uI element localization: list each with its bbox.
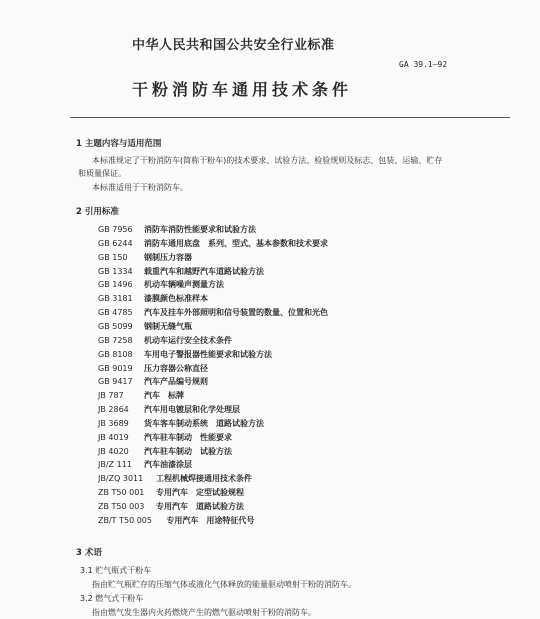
reference-title: 汽车及挂车外部照明和信号装置的数量、位置和光色 [144,308,328,318]
reference-item [98,335,232,346]
reference-code: GB 9019 [98,363,133,373]
section-3-heading: 3 术语 [76,548,102,558]
reference-code: GB 4785 [98,308,133,318]
reference-item [98,266,264,277]
reference-item [98,446,232,457]
reference-item [98,238,328,249]
standard-org-title: 中华人民共和国公共安全行业标准 [132,38,335,53]
reference-title: 工程机械焊接通用技术条件 [156,474,252,484]
reference-code: GB 150 [98,252,128,262]
reference-code: JB 2864 [98,405,129,415]
document-title: 干粉消防车通用技术条件 [132,80,353,99]
reference-code: GB 6244 [98,238,133,248]
reference-title: 专用汽车 道路试验方法 [156,502,244,511]
term-3-1-definition: 指由贮气瓶贮存的压缩气体或液化气体释放的能量驱动喷射干粉的消防车。 [92,580,356,589]
reference-code: GB 1334 [98,266,133,276]
reference-item [98,307,328,318]
section-1-heading: 1 主题内容与适用范围 [76,139,162,149]
reference-title: 钢制无缝气瓶 [144,321,192,331]
reference-item [98,363,208,374]
reference-code: ZB T50 003 [98,502,145,511]
term-3-2-heading: 3.2 燃气式干粉车 [80,594,144,603]
reference-code: GB 9417 [98,377,133,387]
reference-title: 消防车通用底盘 系列、型式、基本参数和技术要求 [144,238,328,248]
reference-title: 汽车驻车制动 性能要求 [144,432,232,442]
reference-title: 专用汽车 用途特征代号 [166,515,255,525]
reference-item [98,376,208,387]
reference-title: 专用汽车 定型试验规程 [156,488,244,498]
reference-item [98,224,256,235]
reference-title: 漆膜颜色标准样本 [144,294,208,304]
reference-title: 消防车消防性能要求和试验方法 [144,225,256,234]
reference-code: JB 787 [98,391,124,401]
reference-item [98,279,224,290]
section-1-para-1-line-2: 和质量保证。 [78,169,126,178]
reference-item [98,404,240,415]
section-1-para-1-line-1: 本标准规定了干粉消防车(简称干粉车)的技术要求、试验方法、检验规则及标志、包装、运输、贮存 [92,156,443,165]
standard-code: GA 39.1—92 [399,60,448,69]
reference-item [98,252,192,263]
reference-code: JB/Z 111 [98,460,132,470]
reference-item [98,349,272,360]
reference-title: 钢制压力容器 [144,252,192,262]
reference-item [98,515,254,526]
reference-item [98,459,192,470]
reference-title: 压力容器公称直径 [144,363,208,373]
reference-title: 汽车驻车制动 试验方法 [144,446,232,456]
reference-item [98,390,184,401]
reference-code: JB/ZQ 3011 [98,474,144,484]
reference-title: 机动车辆噪声测量方法 [144,280,224,290]
reference-title: 载重汽车和越野汽车道路试验方法 [144,266,264,276]
reference-code: GB 7956 [98,225,133,234]
section-2-heading: 2 引用标准 [76,207,119,217]
reference-item [98,501,244,512]
reference-code: JB 4019 [98,432,129,442]
reference-title: 汽车 标牌 [144,391,184,401]
reference-title: 车用电子警报器性能要求和试验方法 [144,349,272,359]
reference-code: GB 5099 [98,321,133,331]
reference-code: JB 3689 [98,418,129,428]
reference-item [98,473,252,484]
reference-code: GB 3181 [98,294,133,304]
term-3-2-definition: 指由燃气发生器内火药燃烧产生的燃气驱动喷射干粉的消防车。 [92,608,316,617]
term-3-1-heading: 3.1 贮气瓶式干粉车 [80,566,152,575]
reference-item [98,432,232,443]
reference-title: 汽车用电镀层和化学处理层 [144,405,240,415]
reference-title: 货车客车制动系统 道路试验方法 [144,418,264,428]
reference-item [98,293,208,304]
reference-code: JB 4020 [98,446,129,456]
reference-code: ZB/T T50 005 [98,515,152,525]
reference-title: 汽车产品编号规则 [144,377,208,387]
reference-title: 机动车运行安全技术条件 [144,335,232,345]
reference-title: 汽车油漆涂层 [144,460,192,470]
reference-code: GB 8108 [98,349,133,359]
reference-code: ZB T50 001 [98,488,145,498]
reference-item [98,487,244,498]
section-1-para-2: 本标准适用于干粉消防车。 [92,183,188,192]
header-divider [70,117,510,118]
reference-code: GB 7258 [98,335,133,345]
reference-code: GB 1496 [98,280,133,290]
reference-item [98,418,264,429]
reference-item [98,321,192,332]
